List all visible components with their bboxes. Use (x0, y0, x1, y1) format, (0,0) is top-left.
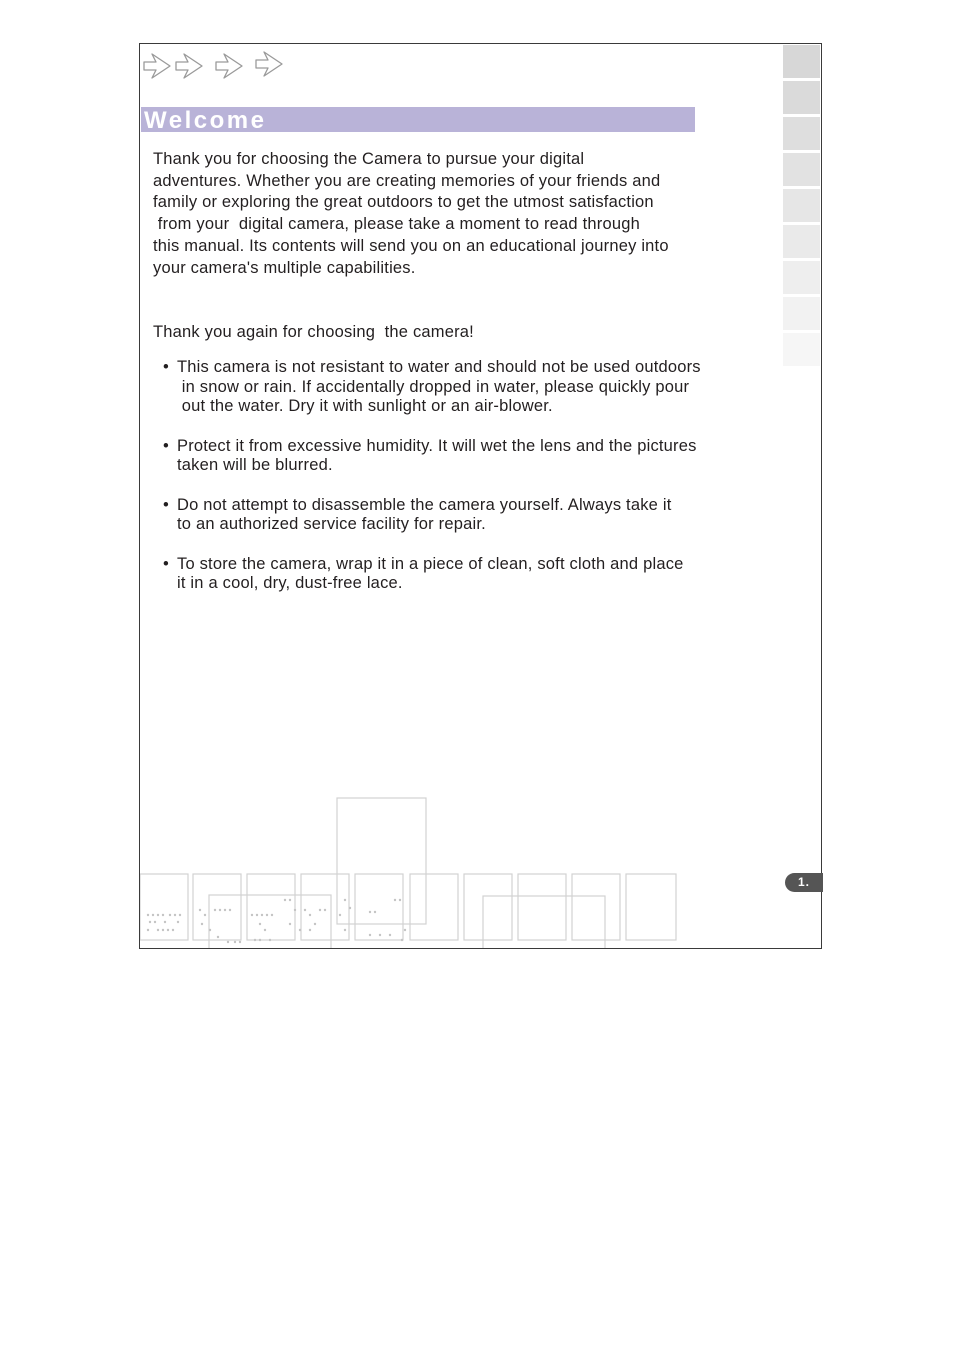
arrow-decoration (142, 47, 292, 85)
arrow-right-icon (216, 54, 242, 78)
title-bar (141, 107, 695, 132)
intro-line: your camera's multiple capabilities. (153, 258, 416, 277)
bullet-line: to an authorized service facility for repair. (177, 515, 486, 533)
arrow-right-icon (144, 54, 170, 78)
bullet-item (163, 496, 783, 535)
arrow-right-icon (176, 54, 202, 78)
bullet-dot: • (163, 495, 169, 514)
intro-paragraph (153, 149, 763, 279)
side-tab (783, 189, 820, 222)
side-tab (783, 153, 820, 186)
bullet-item (163, 437, 783, 476)
thanks-text: Thank you again for choosing the camera! (153, 323, 474, 341)
side-tab (783, 225, 820, 258)
side-tab (783, 45, 820, 78)
intro-line: adventures. Whether you are creating memories of your friends and (153, 171, 661, 190)
film-frames-decoration (140, 790, 700, 948)
bullet-line: in snow or rain. If accidentally dropped in water, please quickly pour (177, 377, 690, 396)
bullet-line: Do not attempt to disassemble the camera yourself. Always take it (177, 495, 672, 514)
care-bullet-list (163, 358, 783, 594)
bullet-line: This camera is not resistant to water and should not be used outdoors (177, 358, 701, 376)
side-tab (783, 333, 820, 366)
bullet-line: taken will be blurred. (177, 456, 333, 474)
intro-line: this manual. Its contents will send you on an educational journey into (153, 236, 669, 255)
side-tab (783, 117, 820, 150)
side-tabs (783, 45, 821, 369)
page-number-badge: 1. (785, 873, 823, 892)
bullet-item (163, 555, 783, 594)
side-tab (783, 297, 820, 330)
intro-line: from your digital camera, please take a moment to read through (153, 215, 640, 234)
side-tab (783, 261, 820, 294)
bullet-line: out the water. Dry it with sunlight or an air-blower. (177, 397, 553, 415)
arrow-right-icon (256, 52, 282, 76)
intro-line: family or exploring the great outdoors to get the utmost satisfaction (153, 193, 654, 212)
bullet-line: it in a cool, dry, dust-free lace. (177, 574, 403, 592)
side-tab (783, 81, 820, 114)
bullet-line: Protect it from excessive humidity. It will wet the lens and the pictures (177, 436, 697, 455)
bullet-line: To store the camera, wrap it in a piece of clean, soft cloth and place (177, 554, 684, 573)
bullet-dot: • (163, 554, 169, 573)
bullet-dot: • (163, 358, 169, 376)
page-title: Welcome (144, 107, 267, 134)
intro-line: Thank you for choosing the Camera to pursue your digital (153, 150, 585, 168)
bullet-dot: • (163, 436, 169, 455)
bullet-item (163, 358, 783, 417)
